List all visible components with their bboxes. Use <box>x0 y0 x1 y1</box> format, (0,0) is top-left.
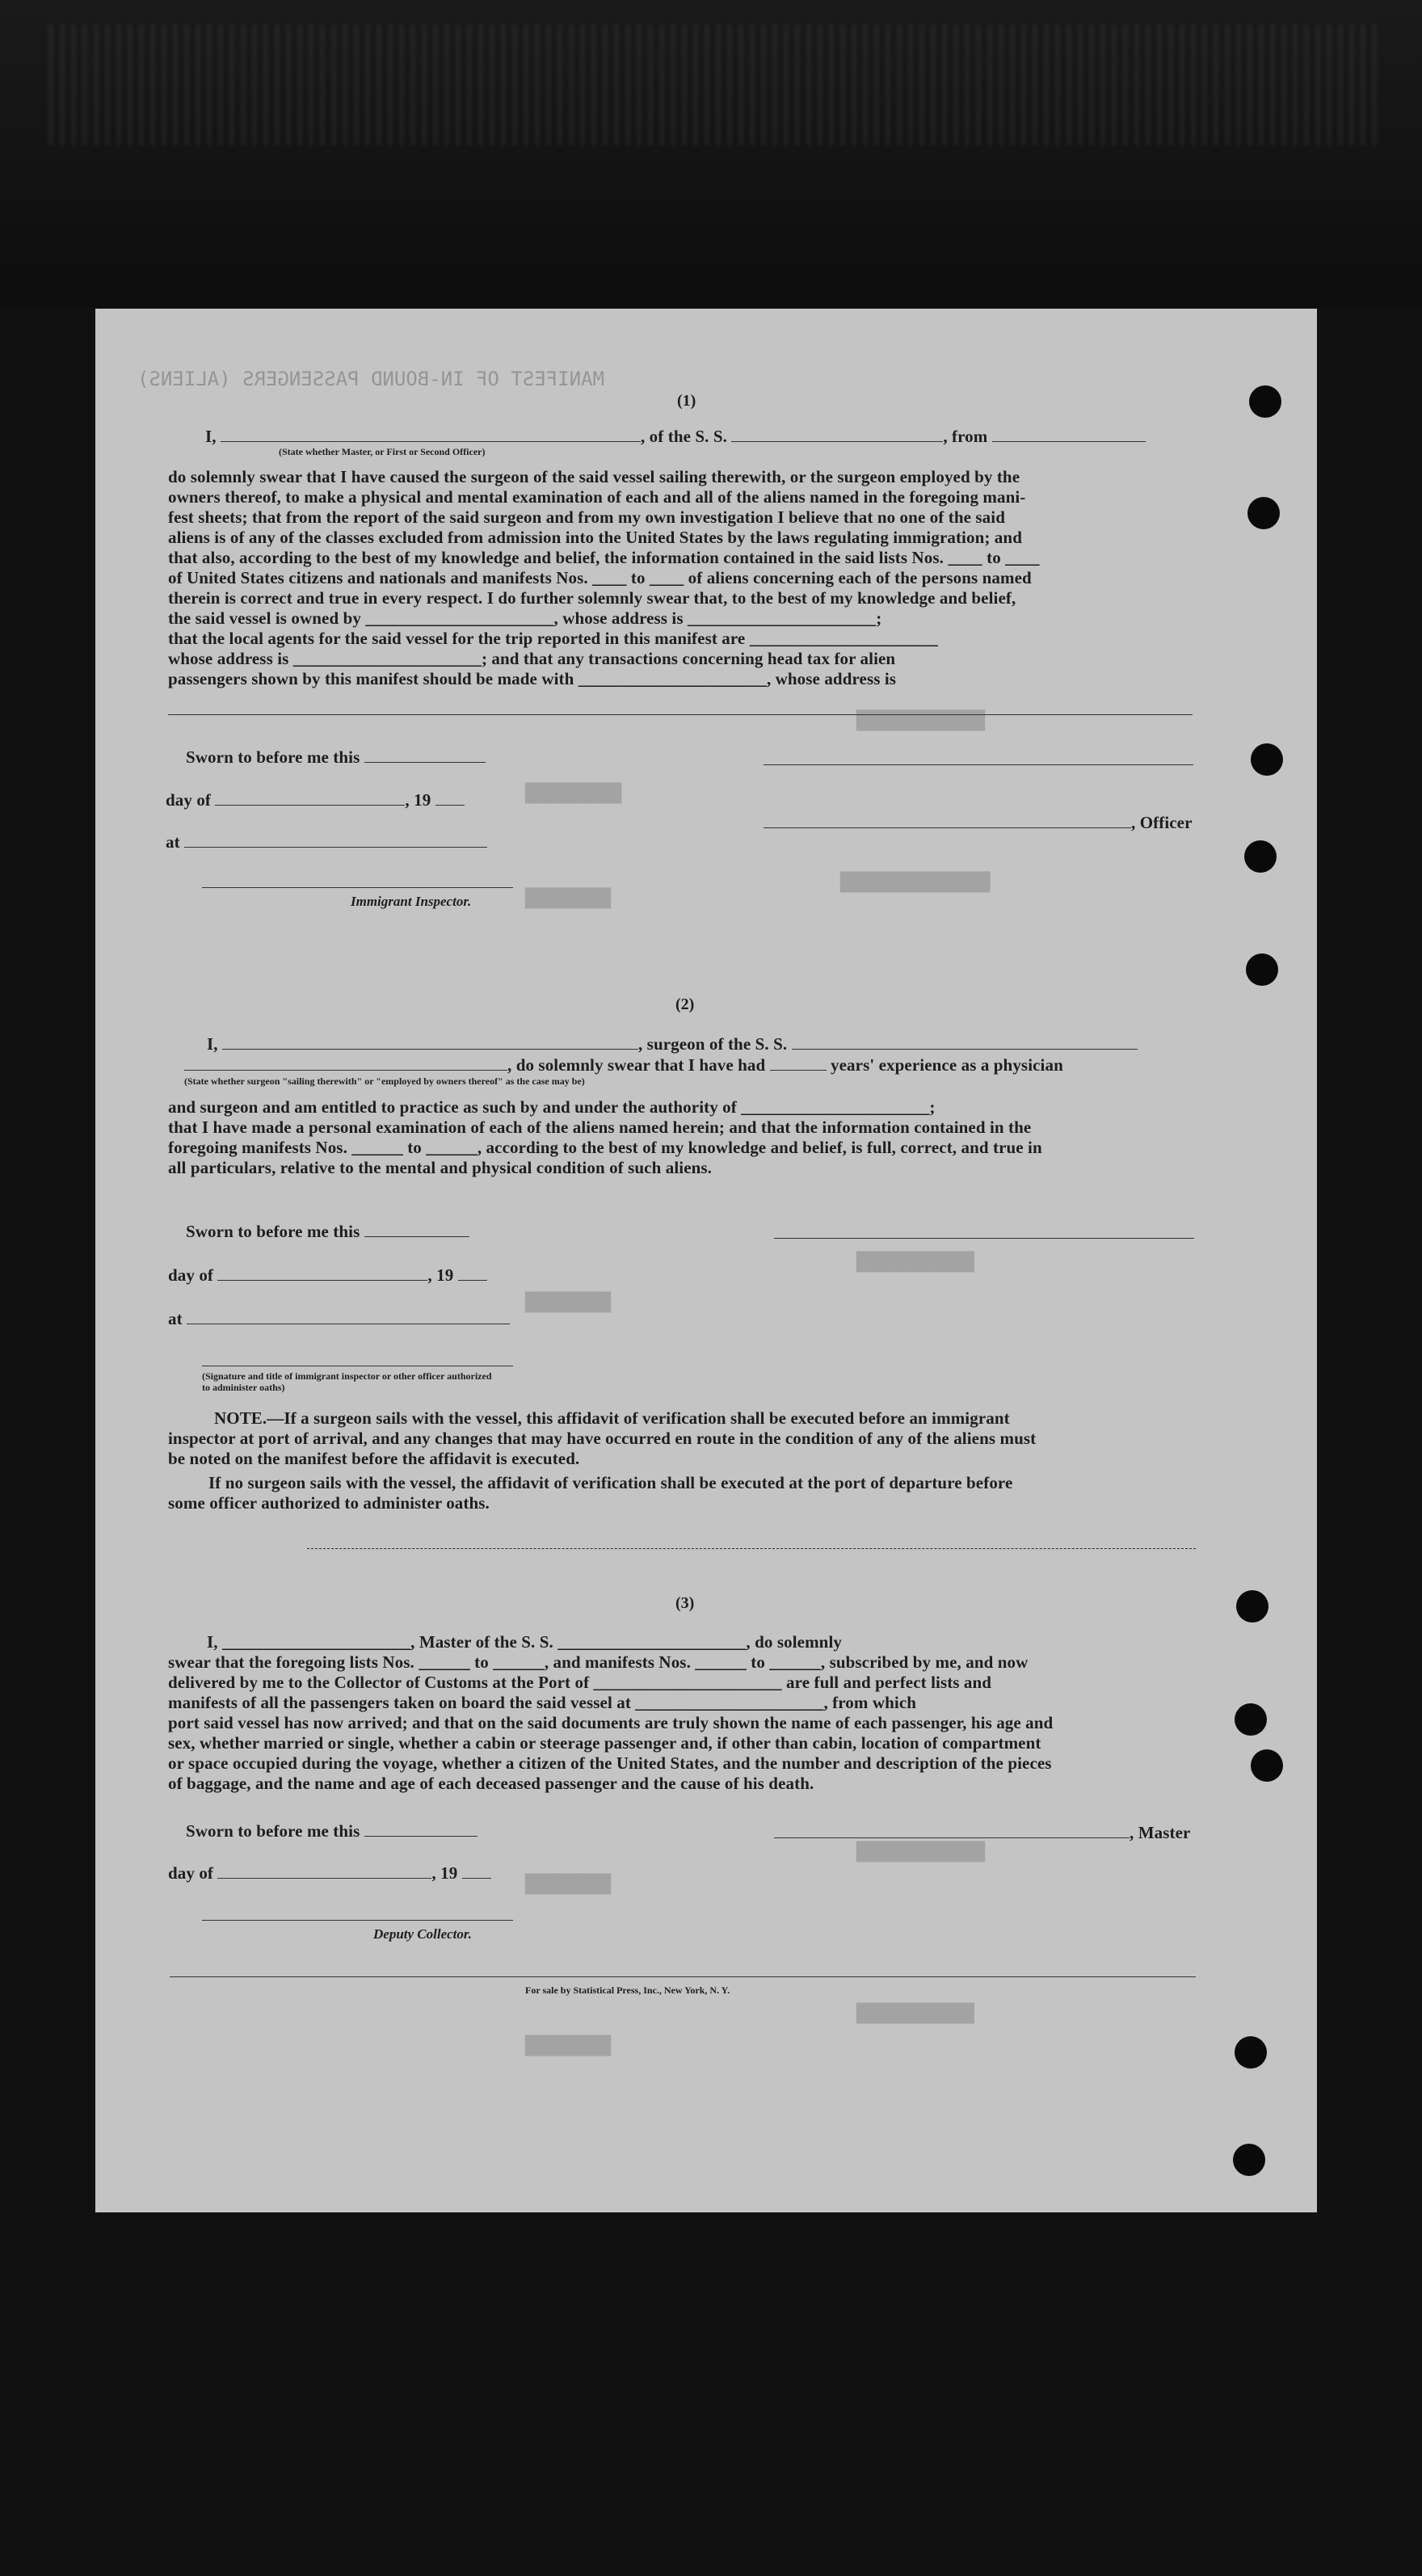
officer-line <box>764 813 1193 833</box>
affidavit-paragraph-line: that also, according to the best of my knowledge and belief, the information contained in the said lists Nos. ____ to ____ <box>168 548 1040 567</box>
affidavit-paragraph-line: of baggage, and the name and age of each deceased passenger and the cause of his death. <box>168 1774 814 1793</box>
sworn-label: Sworn to before me this <box>186 747 360 767</box>
affidavit-text: , of the S. S. <box>640 427 727 446</box>
master-label: , Master <box>1130 1823 1191 1842</box>
year-label: , 19 <box>405 790 431 810</box>
affidavit-paragraph-line: foregoing manifests Nos. ______ to ______, according to the best of my knowledge and belief, is full, correct, and true in <box>168 1138 1042 1157</box>
at-line <box>168 1309 510 1329</box>
signature-line <box>202 887 513 888</box>
day-label: day of <box>166 790 212 810</box>
affidavit-paragraph-line: I, ______________________, Master of the S. S. ______________________, do solemnly <box>207 1632 842 1652</box>
bleed-through-typing: ██████████████ <box>840 873 991 893</box>
bleed-through-typing: ████████████ <box>856 711 985 731</box>
officer-label: , Officer <box>1131 813 1193 832</box>
affidavit-paragraph-line: manifests of all the passengers taken on board the said vessel at ______________________, from which <box>168 1693 917 1712</box>
blank-field[interactable] <box>215 790 405 806</box>
affidavit-text: I, <box>207 1034 218 1054</box>
affidavit-paragraph-line: of United States citizens and nationals and manifests Nos. ____ to ____ of aliens concerning each of the persons named <box>168 568 1032 587</box>
at-label: at <box>168 1309 183 1328</box>
blank-field[interactable] <box>222 1034 638 1050</box>
sworn-line <box>186 1222 469 1242</box>
blank-field[interactable] <box>774 1823 1130 1838</box>
affidavit-paragraph-line: owners thereof, to make a physical and mental examination of each and all of the aliens named in the foregoing mani- <box>168 487 1026 507</box>
blank-field[interactable] <box>217 1863 431 1879</box>
affidavit-line <box>205 427 1146 447</box>
signature-caption: (Signature and title of immigrant inspector or other officer authorized to administer oaths) <box>202 1370 492 1393</box>
section-divider <box>307 1548 1196 1549</box>
blank-field[interactable] <box>364 1821 478 1837</box>
affidavit-paragraph-line: or space occupied during the voyage, whether a citizen of the United States, and the number and description of the pieces <box>168 1753 1052 1773</box>
note-line: some officer authorized to administer oaths. <box>168 1493 490 1513</box>
day-line <box>166 790 465 810</box>
affidavit-paragraph-line: and surgeon and am entitled to practice as such by and under the authority of ______________________; <box>168 1097 936 1117</box>
affidavit-text: , surgeon of the S. S. <box>637 1034 788 1054</box>
sworn-label: Sworn to before me this <box>186 1222 360 1241</box>
blank-field[interactable] <box>770 1055 827 1071</box>
signature-line <box>774 1238 1194 1239</box>
bleed-through-typing: ███████████ <box>856 1252 974 1273</box>
inspector-caption: Immigrant Inspector. <box>351 894 472 909</box>
section-number: (1) <box>677 392 696 410</box>
blank-field[interactable] <box>792 1034 1138 1050</box>
bleed-through-typing: ████████ <box>525 1875 611 1895</box>
signature-line <box>168 714 1193 715</box>
bleed-through-typing: █████████ <box>525 784 622 804</box>
sworn-line <box>186 1821 478 1842</box>
affidavit-paragraph-line: do solemnly swear that I have caused the surgeon of the said vessel sailing therewith, or the surgeon employed by the <box>168 467 1020 486</box>
affidavit-paragraph-line: all particulars, relative to the mental and physical condition of such aliens. <box>168 1158 713 1177</box>
year-label: , 19 <box>431 1863 458 1883</box>
blank-field[interactable] <box>435 790 465 806</box>
blank-field[interactable] <box>731 427 943 442</box>
bleed-through-typing: ████████████ <box>856 1842 985 1863</box>
punch-hole <box>1251 743 1283 776</box>
sworn-label: Sworn to before me this <box>186 1821 360 1841</box>
bleed-through-text <box>48 24 1382 145</box>
at-label: at <box>166 832 180 852</box>
affidavit-paragraph-line: aliens is of any of the classes excluded from admission into the United States by the laws regulating immigration; and <box>168 528 1022 547</box>
note-line: inspector at port of arrival, and any changes that may have occurred en route in the condition of any of the aliens must <box>168 1429 1037 1448</box>
affidavit-paragraph-line: delivered by me to the Collector of Customs at the Port of ______________________ are full and perfect lists and <box>168 1673 992 1692</box>
note-line: NOTE.—If a surgeon sails with the vessel, this affidavit of verification shall be executed before an immigrant <box>214 1408 1010 1428</box>
affidavit-paragraph-line: the said vessel is owned by ______________________, whose address is ______________________; <box>168 608 882 628</box>
punch-hole <box>1233 2144 1265 2176</box>
punch-hole <box>1244 840 1277 873</box>
punch-hole <box>1246 953 1278 986</box>
blank-field[interactable] <box>184 832 487 848</box>
blank-field[interactable] <box>364 747 486 763</box>
affidavit-paragraph-line: passengers shown by this manifest should be made with ______________________, whose address is <box>168 669 897 688</box>
at-line <box>166 832 487 852</box>
day-line <box>168 1863 491 1884</box>
affidavit-text: I, <box>205 427 217 446</box>
bleed-through-typing: ████████ <box>525 889 611 909</box>
day-line <box>168 1265 487 1286</box>
blank-field[interactable] <box>184 1055 507 1071</box>
blank-field[interactable] <box>364 1222 469 1237</box>
punch-hole <box>1251 1749 1283 1782</box>
blank-field[interactable] <box>458 1265 487 1281</box>
affidavit-line <box>184 1055 1063 1075</box>
punch-hole <box>1236 1590 1268 1623</box>
affidavit-paragraph-line: port said vessel has now arrived; and that on the said documents are truly shown the name of each passenger, his age and <box>168 1713 1054 1732</box>
blank-field[interactable] <box>992 427 1146 442</box>
bleed-through-typing: ████████ <box>525 1293 611 1313</box>
field-caption: (State whether surgeon "sailing therewith" or "employed by owners thereof" as the case may be) <box>184 1075 585 1087</box>
blank-field[interactable] <box>187 1309 510 1324</box>
bleed-through-typing: ████████ <box>525 2036 611 2056</box>
section-number: (3) <box>675 1594 695 1612</box>
affidavit-paragraph-line: whose address is ______________________; and that any transactions concerning head tax for alien <box>168 649 896 668</box>
affidavit-text: years' experience as a physician <box>831 1055 1063 1075</box>
note-line: be noted on the manifest before the affidavit is executed. <box>168 1449 580 1468</box>
bleed-through-typing: ███████████ <box>856 2004 974 2024</box>
field-caption: (State whether Master, or First or Second Officer) <box>279 446 486 457</box>
printer-imprint: For sale by Statistical Press, Inc., New York, N. Y. <box>525 1985 730 1996</box>
master-line <box>774 1823 1190 1843</box>
blank-field[interactable] <box>221 427 641 442</box>
affidavit-text: , from <box>943 427 988 446</box>
punch-hole <box>1235 1703 1267 1736</box>
sworn-line <box>186 747 486 768</box>
affidavit-text: , do solemnly swear that I have had <box>507 1055 766 1075</box>
punch-hole <box>1247 497 1280 529</box>
affidavit-paragraph-line: sex, whether married or single, whether a cabin or steerage passenger and, if other than cabin, location of compartment <box>168 1733 1041 1753</box>
punch-hole <box>1235 2036 1267 2069</box>
affidavit-paragraph-line: that the local agents for the said vessel for the trip reported in this manifest are ______________________ <box>168 629 938 648</box>
note-line: If no surgeon sails with the vessel, the affidavit of verification shall be executed at the port of departure before <box>208 1473 1013 1492</box>
signature-line <box>202 1920 513 1921</box>
year-label: , 19 <box>427 1265 454 1285</box>
affidavit-paragraph-line: that I have made a personal examination of each of the aliens named herein; and that the information contained in the <box>168 1118 1032 1137</box>
footer-rule <box>170 1976 1196 1977</box>
day-label: day of <box>168 1265 214 1285</box>
affidavit-paragraph-line: therein is correct and true in every respect. I do further solemnly swear that, to the best of my knowledge and belief, <box>168 588 1016 608</box>
blank-field[interactable] <box>764 813 1131 828</box>
blank-field[interactable] <box>462 1863 491 1879</box>
collector-caption: Deputy Collector. <box>373 1926 472 1942</box>
punch-hole <box>1249 385 1281 418</box>
mirrored-header: MANIFEST OF IN-BOUND PASSENGERS (ALIENS) <box>137 368 604 390</box>
affidavit-line <box>207 1034 1138 1054</box>
section-number: (2) <box>675 995 695 1013</box>
affidavit-paragraph-line: swear that the foregoing lists Nos. ______ to ______, and manifests Nos. ______ to ______, subscribed by me, and now <box>168 1652 1029 1672</box>
day-label: day of <box>168 1863 214 1883</box>
blank-field[interactable] <box>217 1265 427 1281</box>
signature-line <box>764 764 1193 765</box>
affidavit-paragraph-line: fest sheets; that from the report of the said surgeon and from my own investigation I believe that no one of the said <box>168 507 1005 527</box>
